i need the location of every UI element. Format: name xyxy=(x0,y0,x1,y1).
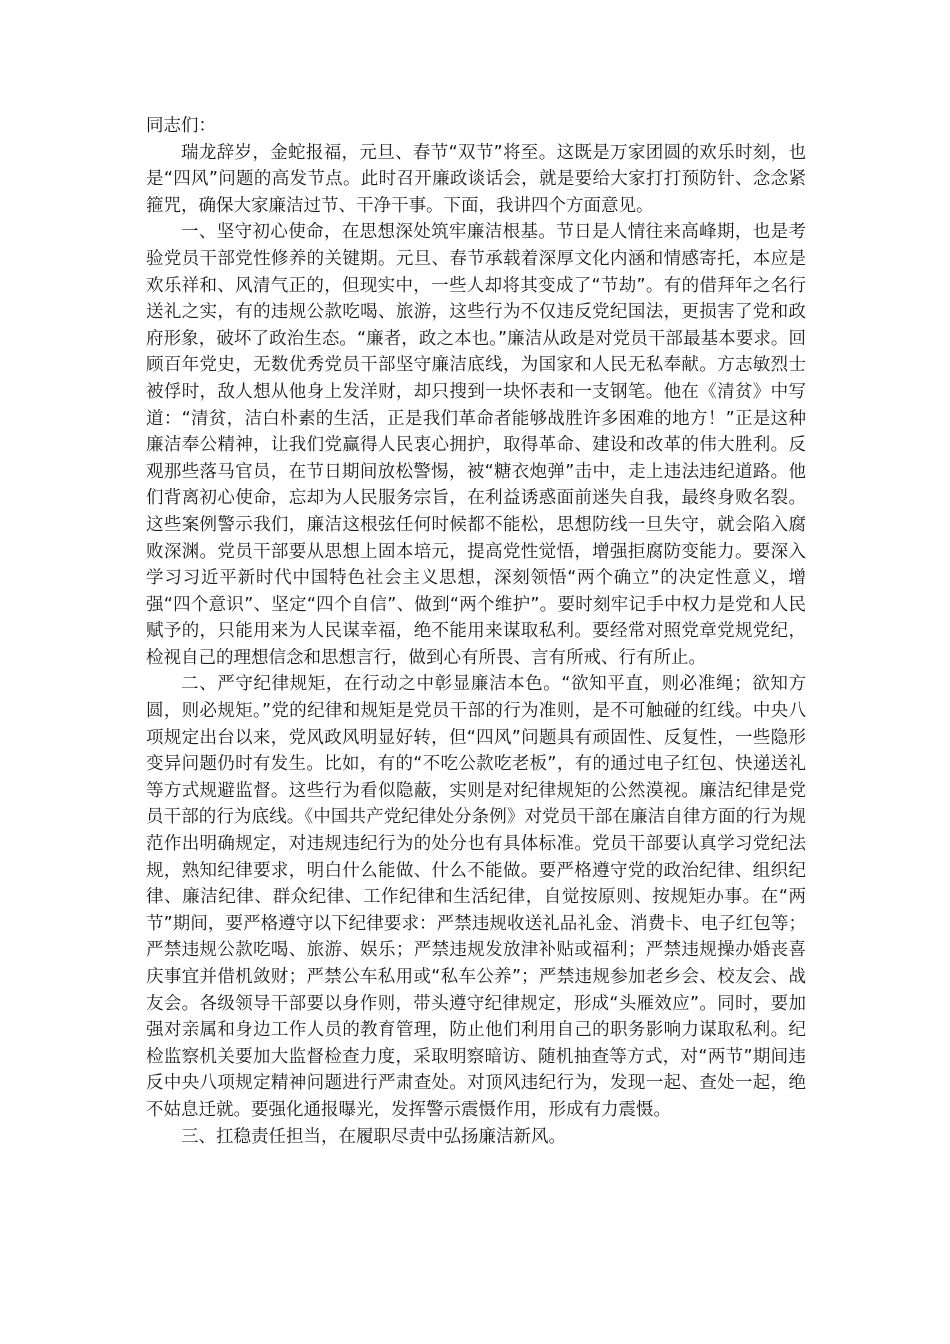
paragraph-section-3-heading: 三、扛稳责任担当，在履职尽责中弘扬廉洁新风。 xyxy=(181,1126,566,1147)
salutation: 同志们： xyxy=(146,116,216,136)
paragraph-section-2: 二、严守纪律规矩，在行动之中彰显廉洁本色。“欲知平直，则必准绳；欲知方圆，则必规矩。”党的纪律和规矩是党员干部的行为准则，是不可触碰的红线。中央八项规定出台以来，党风政风明显好转，但“四风”问题具有顽固性、反复性，一些隐形变异问题仍时有发生。比如，有的“不吃公款吃老板”，有的通过电子红包、快递送礼等方式规避监督。这些行为看似隐蔽，实则是对纪律规矩的公然漠视。廉洁纪律是党员干部的行为底线。《中国共产党纪律处分条例》对党员干部在廉洁自律方面的行为规范作出明确规定，对违规违纪行为的处分也有具体标准。党员干部要认真学习党纪法规，熟知纪律要求，明白什么能做、什么不能做。要严格遵守党的政治纪律、组织纪律、廉洁纪律、群众纪律、工作纪律和生活纪律，自觉按原则、按规矩办事。在“两节”期间，要严格遵守以下纪律要求：严禁违规收送礼品礼金、消费卡、电子红包等；严禁违规公款吃喝、旅游、娱乐；严禁违规发放津补贴或福利；严禁违规操办婚丧喜庆事宜并借机敛财；严禁公车私用或“私车公养”；严禁违规参加老乡会、校友会、战友会。各级领导干部要以身作则，带头遵守纪律规定，形成“头雁效应”。同时，要加强对亲属和身边工作人员的教育管理，防止他们利用自己的职务影响力谋取私利。纪检监察机关要加大监督检查力度，采取明察暗访、随机抽查等方式，对“两节”期间违反中央八项规定精神问题进行严肃查处。对顶风违纪行为，发现一起、查处一起，绝不姑息迁就。要强化通报曝光，发挥警示震慑作用，形成有力震慑。 xyxy=(146,674,806,1120)
document-body xyxy=(146,113,806,1150)
paragraph-section-1: 一、坚守初心使命，在思想深处筑牢廉洁根基。节日是人情往来高峰期，也是考验党员干部党性修养的关键期。元旦、春节承载着深厚文化内涵和情感寄托，本应是欢乐祥和、风清气正的，但现实中，一些人却将其变成了“节劫”。有的借拜年之名行送礼之实，有的违规公款吃喝、旅游，这些行为不仅违反党纪国法，更损害了党和政府形象，破坏了政治生态。“廉者，政之本也。”廉洁从政是对党员干部最基本要求。回顾百年党史，无数优秀党员干部坚守廉洁底线，为国家和人民无私奉献。方志敏烈士被俘时，敌人想从他身上发洋财，却只搜到一块怀表和一支钢笔。他在《清贫》中写道：“清贫，洁白朴素的生活，正是我们革命者能够战胜许多困难的地方！”正是这种廉洁奉公精神，让我们党赢得人民衷心拥护，取得革命、建设和改革的伟大胜利。反观那些落马官员，在节日期间放松警惕，被“糖衣炮弹”击中，走上违法违纪道路。他们背离初心使命，忘却为人民服务宗旨，在利益诱惑面前迷失自我，最终身败名裂。这些案例警示我们，廉洁这根弦任何时候都不能松，思想防线一旦失守，就会陷入腐败深渊。党员干部要从思想上固本培元，提高党性觉悟，增强拒腐防变能力。要深入学习习近平新时代中国特色社会主义思想，深刻领悟“两个确立”的决定性意义，增强“四个意识”、坚定“四个自信”、做到“两个维护”。要时刻牢记手中权力是党和人民赋予的，只能用来为人民谋幸福，绝不能用来谋取私利。要经常对照党章党规党纪，检视自己的理想信念和思想言行，做到心有所畏、言有所戒、行有所止。 xyxy=(146,222,806,668)
paragraph-intro: 瑞龙辞岁，金蛇报福，元旦、春节“双节”将至。这既是万家团圆的欢乐时刻，也是“四风”问题的高发节点。此时召开廉政谈话会，就是要给大家打打预防针、念念紧箍咒，确保大家廉洁过节、干净干事。下面，我讲四个方面意见。 xyxy=(146,142,806,216)
